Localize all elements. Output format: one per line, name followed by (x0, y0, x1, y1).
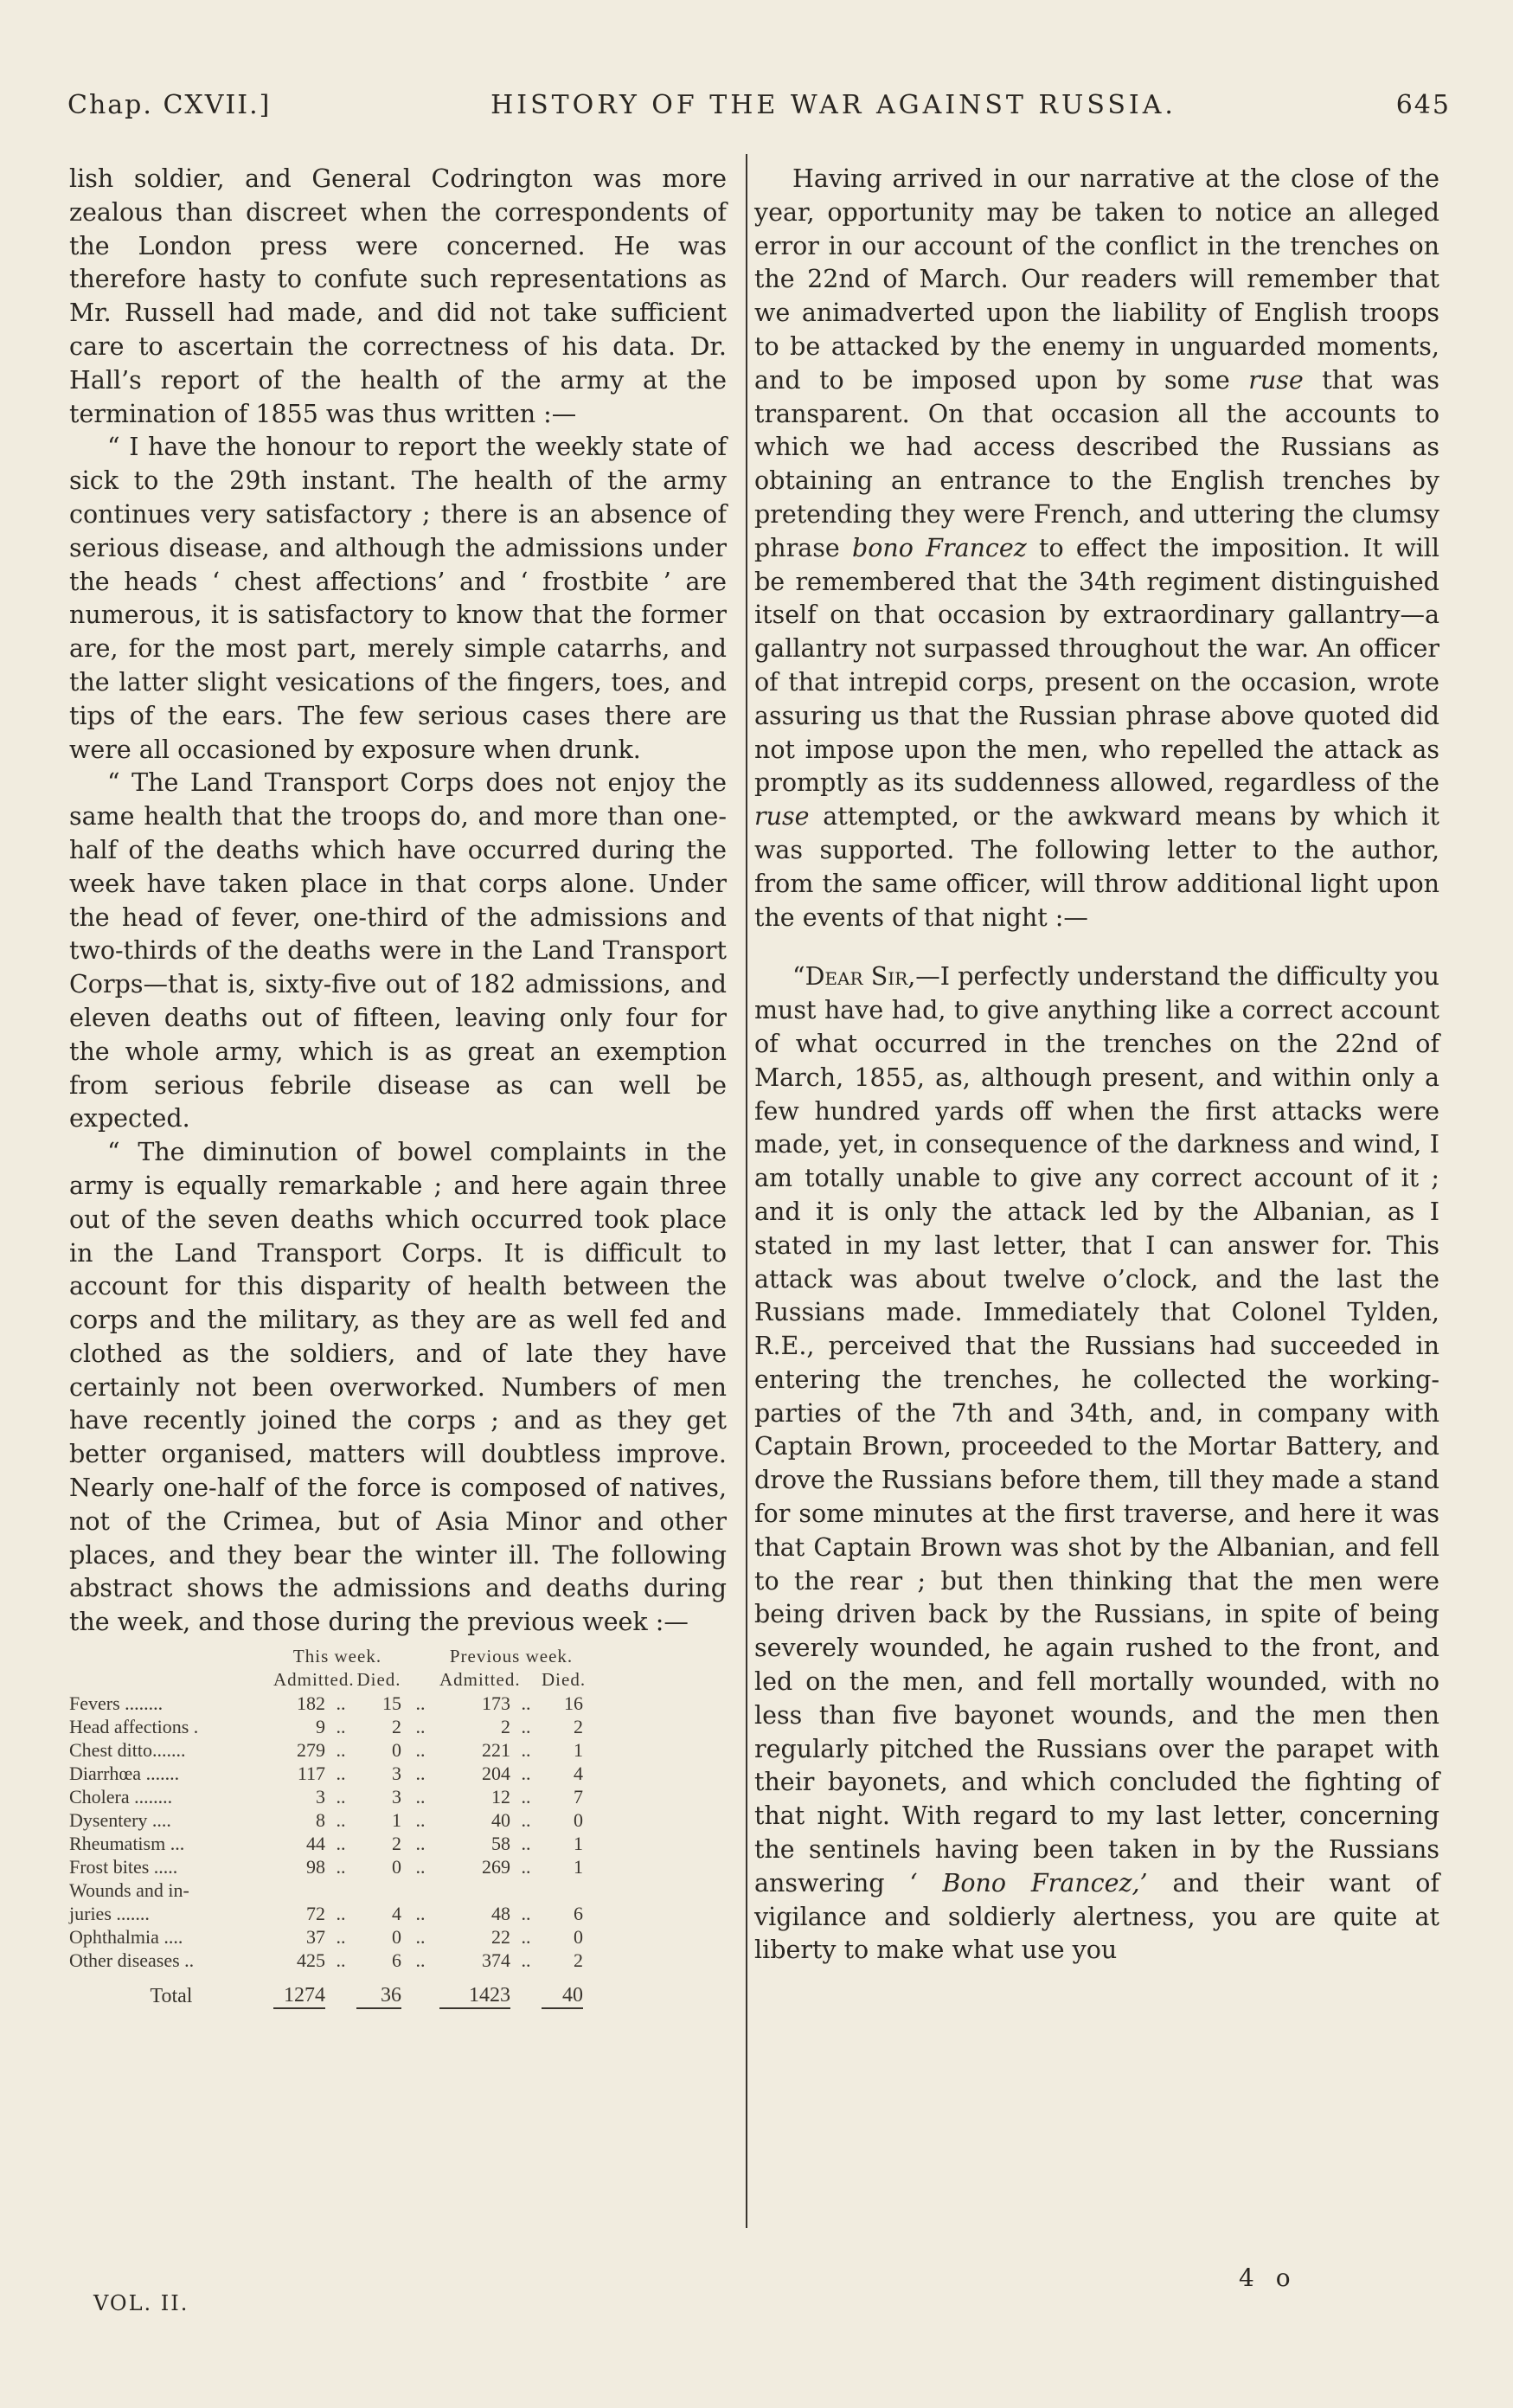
cell-admitted-this-week: 425 (297, 1949, 325, 1972)
cell-admitted-this-week: 37 (306, 1926, 325, 1949)
row-label: Frost bites ..... (69, 1856, 178, 1878)
table-row (69, 1902, 727, 1925)
paragraph: Having arrived in our narrative at the close of the year, opportunity may be taken to notice an alleged error in our account of the conflict in the trenches on the 22nd of March. Our readers will remember that we animadverted upon the liability of English troops to be attacked by the enemy in unguarded moments, and to be imposed upon by some ruse that was transparent. On that occasion all the accounts to which we had access described the Russians as obtaining an entrance to the English trenches by pretending they were French, and uttering the clumsy phrase bono Francez to effect the imposition. It will be remembered that the 34th regiment distinguished itself on that occasion by extraordinary gallantry—a gallantry not surpassed throughout the war. An officer of that intrepid corps, present on the occasion, wrote assuring us that the Russian phrase above quoted did not impose upon the men, who repelled the attack as promptly as its suddenness allowed, regardless of the ruse attempted, or the awkward means by which it was supported. The following letter to the author, from the same officer, will throw additional light upon the events of that night :— (754, 164, 1440, 932)
column-header-admitted: Admitted. (273, 1669, 355, 1691)
cell-admitted-previous-week: 221 (482, 1739, 511, 1762)
leader-dots: .. (415, 1926, 426, 1949)
cell-admitted-this-week: 9 (316, 1716, 325, 1738)
running-head (67, 90, 1451, 133)
leader-dots: .. (336, 1809, 346, 1832)
column-divider (746, 154, 747, 2228)
leader-dots: .. (415, 1833, 426, 1855)
cell-died-this-week: 0 (392, 1739, 402, 1762)
group-header-this-week: This week. (292, 1646, 382, 1667)
table-row (69, 1692, 727, 1715)
cell-admitted-previous-week: 204 (482, 1763, 511, 1785)
chapter-label: Chap. CXVII.] (67, 90, 272, 120)
cell-died-previous-week: 4 (574, 1763, 584, 1785)
row-label: Rheumatism ... (69, 1833, 185, 1855)
cell-died-previous-week: 0 (574, 1926, 584, 1949)
cell-admitted-this-week: 3 (316, 1786, 325, 1808)
table-row (69, 1808, 727, 1832)
leader-dots: .. (336, 1739, 346, 1762)
leader-dots: .. (415, 1856, 426, 1878)
cell-died-previous-week: 7 (574, 1786, 584, 1808)
cell-died-this-week: 4 (392, 1903, 402, 1925)
group-header-previous-week: Previous week. (449, 1646, 574, 1667)
leader-dots: .. (521, 1833, 531, 1855)
leader-dots: .. (415, 1692, 426, 1715)
leader-dots: .. (415, 1903, 426, 1925)
table-row (69, 1762, 727, 1785)
total-admitted-this-week: 1274 (273, 1972, 325, 2008)
cell-died-this-week: 15 (382, 1692, 402, 1715)
cell-admitted-this-week: 72 (306, 1903, 325, 1925)
cell-admitted-previous-week: 58 (491, 1833, 511, 1855)
leader-dots: .. (521, 1809, 531, 1832)
leader-dots: .. (336, 1926, 346, 1949)
cell-admitted-previous-week: 269 (482, 1856, 511, 1878)
row-label: Head affections . (69, 1716, 199, 1738)
total-label: Total (150, 1985, 193, 2008)
leader-dots (401, 1878, 439, 1902)
leader-dots: .. (336, 1692, 346, 1715)
page-number: 645 (1395, 90, 1451, 120)
cell-died-this-week: 0 (392, 1926, 402, 1949)
leader-dots: .. (336, 1716, 346, 1738)
cell-died-previous-week: 16 (564, 1692, 584, 1715)
leader-dots: .. (336, 1949, 346, 1972)
cell-died-this-week: 3 (392, 1763, 402, 1785)
row-label: Wounds and in- (69, 1879, 189, 1902)
row-label: Fevers ........ (69, 1692, 163, 1715)
table-row (69, 1785, 727, 1808)
total-row (69, 1972, 727, 2008)
page-title: HISTORY OF THE WAR AGAINST RUSSIA. (490, 90, 1176, 120)
row-label: juries ....... (69, 1903, 150, 1925)
total-died-previous-week: 40 (542, 1972, 583, 2008)
cell-admitted-this-week: 182 (297, 1692, 325, 1715)
cell-admitted-previous-week: 40 (491, 1809, 511, 1832)
letter-paragraph: “Dear Sir,—I perfectly understand the difficulty you must have had, to give anything like a correct account of what occurred in the trenches on the 22nd of March, 1855, as, although present, and within only a few hundred yards off when the first attacks were made, yet, in consequence of the darkness and wind, I am totally unable to give any correct account of it ; and it is only the attack led by the Albanian, as I stated in my last letter, that I can answer for. This attack was about twelve o’clock, and the last the Russians made. Immediately that Colonel Tylden, R.E., perceived that the Russians had succeeded in entering the trenches, he collected the working-parties of the 7th and 34th, and, in company with Captain Brown, proceeded to the Mortar Battery, and drove the Russians before them, till they made a stand for some minutes at the first traverse, and here it was that Captain Brown was shot by the Albanian, and fell to the rear ; but then thinking that the men were being driven back by the Russians, in spite of being severely wounded, he again rushed to the front, and led on the men, and fell mortally wounded, with no less than five bayonet wounds, and the men then regularly pitched the Russians over the parapet with their bayonets, and which concluded the fighting of that night. With regard to my last letter, concerning the sentinels having been taken in by the Russians answering ‘ Bono Francez,’ and their want of vigilance and soldierly alertness, you are quite at liberty to make what use you (754, 962, 1439, 1965)
table-row (69, 1878, 727, 1902)
cell-admitted-this-week: 98 (306, 1856, 325, 1878)
cell-died-this-week: 2 (392, 1716, 402, 1738)
cell-died-this-week: 1 (392, 1809, 402, 1832)
table-row (69, 1949, 727, 1972)
paragraph: lish soldier, and General Codrington was more zealous than discreet when the correspondents of the London press were concerned. He was therefore hasty to confute such representations as Mr. Russell had made, and did not take sufficient care to ascertain the correctness of his data. Dr. Hall’s report of the health of the army at the termination of 1855 was thus written :— (69, 164, 727, 428)
left-column (69, 163, 727, 2009)
signature-mark: 4 o (1239, 2264, 1298, 2292)
leader-dots: .. (521, 1949, 531, 1972)
table-row (69, 1855, 727, 1878)
cell-admitted-previous-week: 173 (482, 1692, 511, 1715)
cell-died-this-week: 2 (392, 1833, 402, 1855)
sickness-abstract-table (69, 1645, 727, 2009)
cell-admitted-previous-week: 2 (501, 1716, 511, 1738)
leader-dots: .. (415, 1949, 426, 1972)
leader-dots: .. (521, 1856, 531, 1878)
row-label: Ophthalmia .... (69, 1926, 183, 1949)
cell-admitted-previous-week: 374 (482, 1949, 511, 1972)
leader-dots: .. (336, 1833, 346, 1855)
column-header-died: Died. (356, 1669, 401, 1691)
cell-died-this-week: 3 (392, 1786, 402, 1808)
cell-admitted-previous-week: 22 (491, 1926, 511, 1949)
cell-died-this-week: 6 (392, 1949, 402, 1972)
cell-died-this-week: 0 (392, 1856, 402, 1878)
cell-died-previous-week: 1 (574, 1739, 584, 1762)
cell-admitted-previous-week: 12 (491, 1786, 511, 1808)
table-row (69, 1738, 727, 1762)
cell-died-previous-week: 0 (574, 1809, 584, 1832)
cell-died-previous-week: 1 (574, 1856, 584, 1878)
paragraph: “ The Land Transport Corps does not enjoy the same health that the troops do, and more than one-half of the deaths which have occurred during the week have taken place in that corps alone. Under the head of fever, one-third of the admissions and two-thirds of the deaths were in the Land Transport Corps—that is, sixty-five out of 182 admissions, and eleven deaths out of fifteen, leaving only four for the whole army, which is as great an exemption from serious febrile disease as can well be expected. (69, 768, 727, 1133)
cell-admitted-this-week: 117 (297, 1763, 325, 1785)
total-admitted-previous-week: 1423 (439, 1972, 510, 2008)
cell-admitted-this-week: 279 (297, 1739, 325, 1762)
leader-dots: .. (336, 1786, 346, 1808)
leader-dots: .. (336, 1903, 346, 1925)
right-column (754, 163, 1439, 1968)
paragraph: “ The diminution of bowel complaints in the army is equally remarkable ; and here again three out of the seven deaths which occurred took place in the Land Transport Corps. It is difficult to account for this disparity of health between the corps and the military, as they are as well fed and clothed as the soldiers, and of late they have certainly not been overworked. Numbers of men have recently joined the corps ; and as they get better organised, matters will doubtless improve. Nearly one-half of the force is composed of natives, not of the Crimea, but of Asia Minor and other places, and they bear the winter ill. The following abstract shows the admissions and deaths during the week, and those during the previous week :— (69, 1138, 727, 1637)
cell-died-this-week (356, 1878, 401, 1902)
leader-dots (510, 1878, 542, 1902)
table-row (69, 1925, 727, 1949)
cell-admitted-this-week: 8 (316, 1809, 325, 1832)
cell-admitted-previous-week (439, 1878, 510, 1902)
leader-dots: .. (415, 1786, 426, 1808)
leader-dots: .. (521, 1739, 531, 1762)
leader-dots: .. (415, 1809, 426, 1832)
cell-died-previous-week: 2 (574, 1949, 584, 1972)
cell-died-previous-week: 1 (574, 1833, 584, 1855)
table-row (69, 1832, 727, 1855)
leader-dots: .. (521, 1763, 531, 1785)
leader-dots: .. (521, 1786, 531, 1808)
leader-dots (325, 1878, 356, 1902)
paragraph: “ I have the honour to report the weekly state of sick to the 29th instant. The health of the army continues very satisfactory ; there is an absence of serious disease, and although the admissions under the heads ‘ chest affections’ and ‘ frostbite ’ are numerous, it is satisfactory to know that the former are, for the most part, merely simple catarrhs, and the latter slight vesications of the fingers, toes, and tips of the ears. The few serious cases there are were all occasioned by exposure when drunk. (69, 433, 727, 764)
volume-label: VOL. II. (93, 2291, 189, 2315)
leader-dots: .. (336, 1856, 346, 1878)
leader-dots: .. (415, 1763, 426, 1785)
leader-dots: .. (521, 1903, 531, 1925)
leader-dots: .. (521, 1926, 531, 1949)
cell-died-previous-week: 2 (574, 1716, 584, 1738)
row-label: Chest ditto....... (69, 1739, 186, 1762)
row-label: Cholera ........ (69, 1786, 173, 1808)
row-label: Other diseases .. (69, 1949, 195, 1972)
cell-admitted-previous-week: 48 (491, 1903, 511, 1925)
table-row (69, 1715, 727, 1738)
leader-dots: .. (336, 1763, 346, 1785)
cell-died-previous-week (542, 1878, 583, 1902)
leader-dots: .. (415, 1716, 426, 1738)
column-header-admitted: Admitted. (439, 1669, 521, 1691)
column-header-died: Died. (542, 1669, 587, 1691)
row-label: Diarrhœa ....... (69, 1763, 180, 1785)
letter-salutation: Dear Sir (805, 962, 908, 992)
total-died-this-week: 36 (356, 1972, 401, 2008)
leader-dots: .. (415, 1739, 426, 1762)
leader-dots: .. (521, 1692, 531, 1715)
leader-dots: .. (521, 1716, 531, 1738)
cell-admitted-this-week (273, 1878, 325, 1902)
cell-died-previous-week: 6 (574, 1903, 584, 1925)
cell-admitted-this-week: 44 (306, 1833, 325, 1855)
row-label: Dysentery .... (69, 1809, 171, 1832)
